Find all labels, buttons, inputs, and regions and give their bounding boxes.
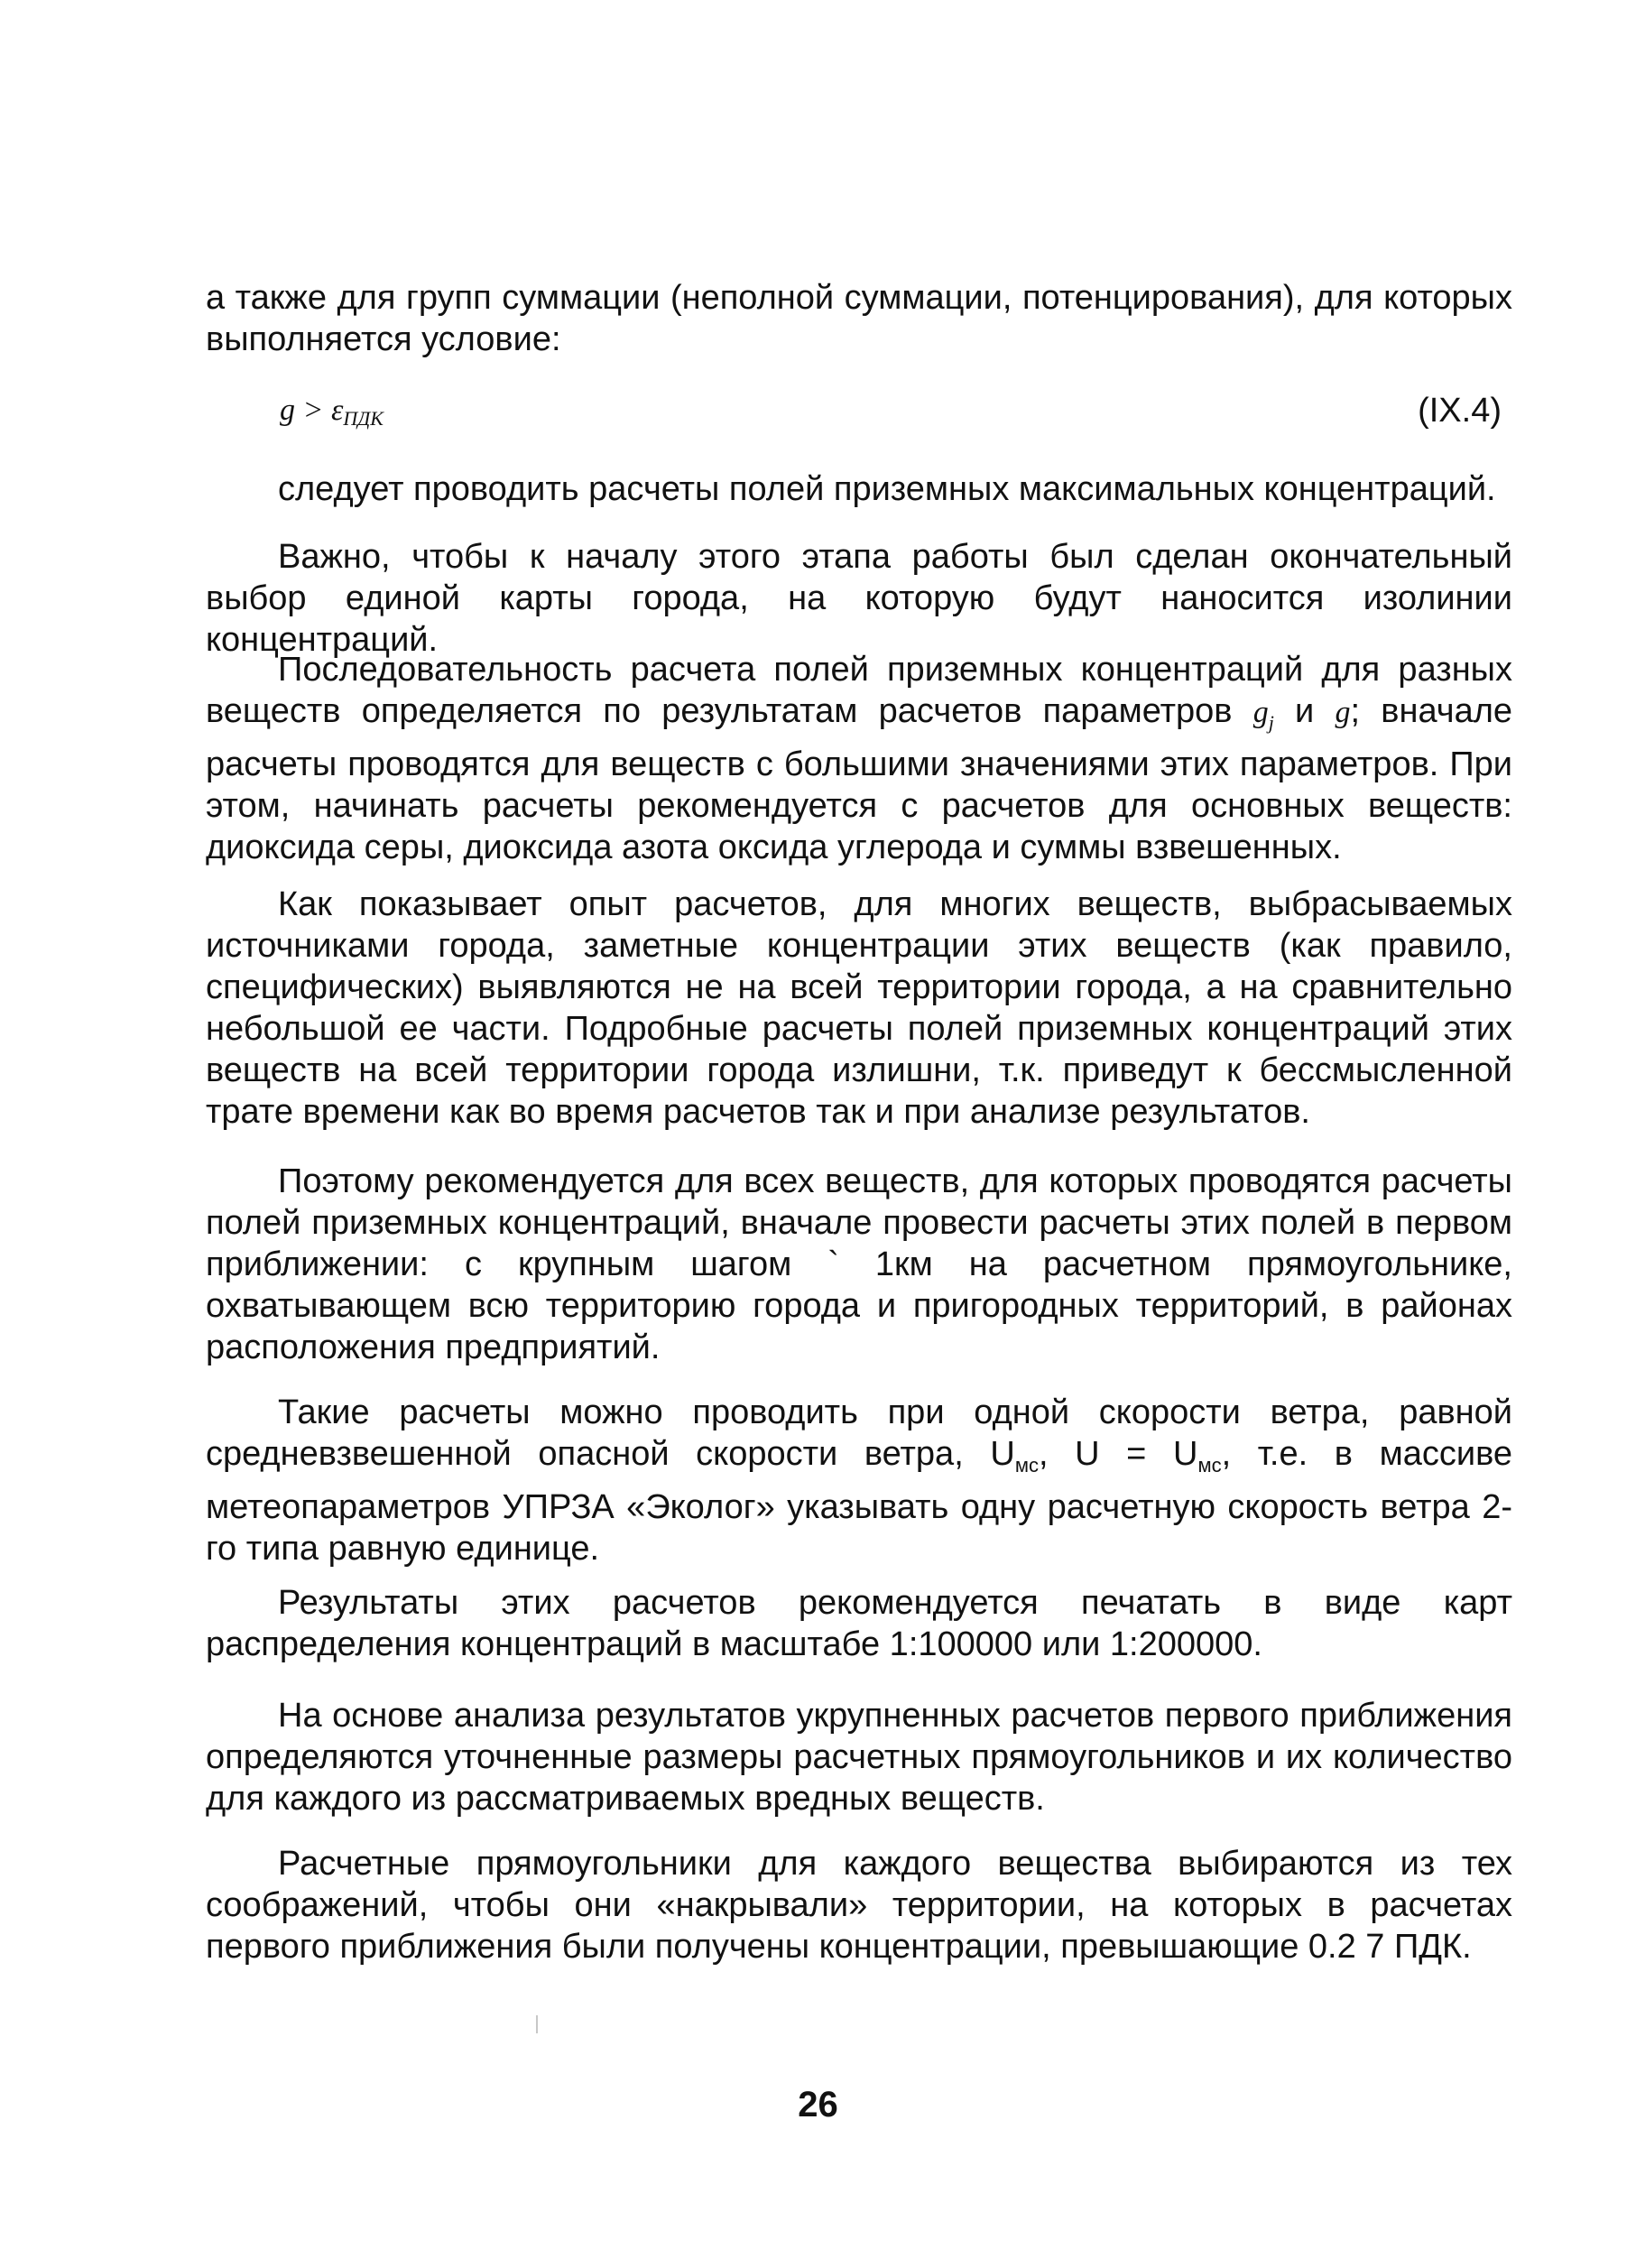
paragraph-4-part-1: Последовательность расчета полей приземных концентраций для разных веществ определяется по результатам расчетов параметров bbox=[206, 651, 1512, 730]
paragraph-7-part-3: , т.е. в массиве метеопараметров УПРЗА «Эколог» указывать одну расчетную скорость ветра 2-го типа равную единице. bbox=[206, 1435, 1512, 1568]
variable-g-j: $g_j$ bbox=[1252, 696, 1274, 734]
equation-number: (IX.4) bbox=[1418, 392, 1502, 430]
paragraph-3: Важно, чтобы к началу этого этапа работы был сделан окончательный выбор единой карты города, на которую будут наносится изолинии концентраций. bbox=[206, 538, 1512, 659]
scan-speck bbox=[536, 2015, 538, 2033]
paragraph-8: Результаты этих расчетов рекомендуется печатать в виде карт распределения концентраций в масштабе 1:100000 или 1:200000. bbox=[206, 1584, 1512, 1663]
paragraph-9: На основе анализа результатов укрупненных расчетов первого приближения определяются уточненные размеры расчетных прямоугольников и их количество для каждого из рассматриваемых вредных веществ. bbox=[206, 1697, 1512, 1818]
variable-g: g bbox=[1335, 696, 1351, 729]
formula-operator: > bbox=[295, 393, 331, 427]
paragraph-4-part-2: и bbox=[1273, 692, 1336, 730]
paragraph-6: Поэтому рекомендуется для всех веществ, для которых проводятся расчеты полей приземных концентраций, вначале провести расчеты этих полей в первом приближении: с крупным шагом ` 1км на расчетном прямоугольнике, охватывающем всю территорию города и пригородных территорий, в районах расположения предприятий. bbox=[206, 1162, 1512, 1366]
formula-lhs: g bbox=[280, 393, 295, 427]
subscript-mc-2: мс bbox=[1197, 1454, 1222, 1477]
paragraph-7-part-2: , U = U bbox=[1038, 1435, 1198, 1473]
formula-rhs-subscript: ПДК bbox=[343, 407, 384, 430]
paragraph-2: следует проводить расчеты полей приземных максимальных концентраций. bbox=[278, 470, 1496, 508]
formula-ix4 bbox=[280, 386, 384, 443]
paragraph-4-part-3: ; вначале расчеты проводятся для веществ с большими значениями этих параметров. При этом, начинать расчеты рекомендуется с расчетов для основных веществ: диоксида серы, диоксида азота оксида углерода и суммы взвешенных. bbox=[206, 692, 1513, 866]
page-number: 26 bbox=[798, 2085, 838, 2125]
paragraph-7 bbox=[206, 1392, 1512, 1569]
subscript-mc-1: мс bbox=[1014, 1454, 1039, 1477]
formula-rhs: ε bbox=[330, 393, 344, 427]
paragraph-4 bbox=[206, 649, 1512, 868]
paragraph-7-part-1: Такие расчеты можно проводить при одной скорости ветра, равной средневзвешенной опасной скорости ветра, U bbox=[206, 1393, 1512, 1473]
paragraph-1: а также для групп суммации (неполной суммации, потенцирования), для которых выполняется условие: bbox=[206, 279, 1512, 358]
paragraph-10: Расчетные прямоугольники для каждого вещества выбираются из тех соображений, чтобы они «накрывали» территории, на которых в расчетах первого приближения были получены концентрации, превышающие 0.2 7 ПДК. bbox=[206, 1845, 1512, 1966]
formula-row bbox=[206, 386, 1512, 435]
paragraph-5: Как показывает опыт расчетов, для многих веществ, выбрасываемых источниками города, заметные концентрации этих веществ (как правило, специфических) выявляются не на всей территории города, а на сравнительно небольшой ее части. Подробные расчеты полей приземных концентраций этих веществ на всей территории города излишни, т.к. приведут к бессмысленной трате времени как во время расчетов так и при анализе результатов. bbox=[206, 885, 1512, 1131]
